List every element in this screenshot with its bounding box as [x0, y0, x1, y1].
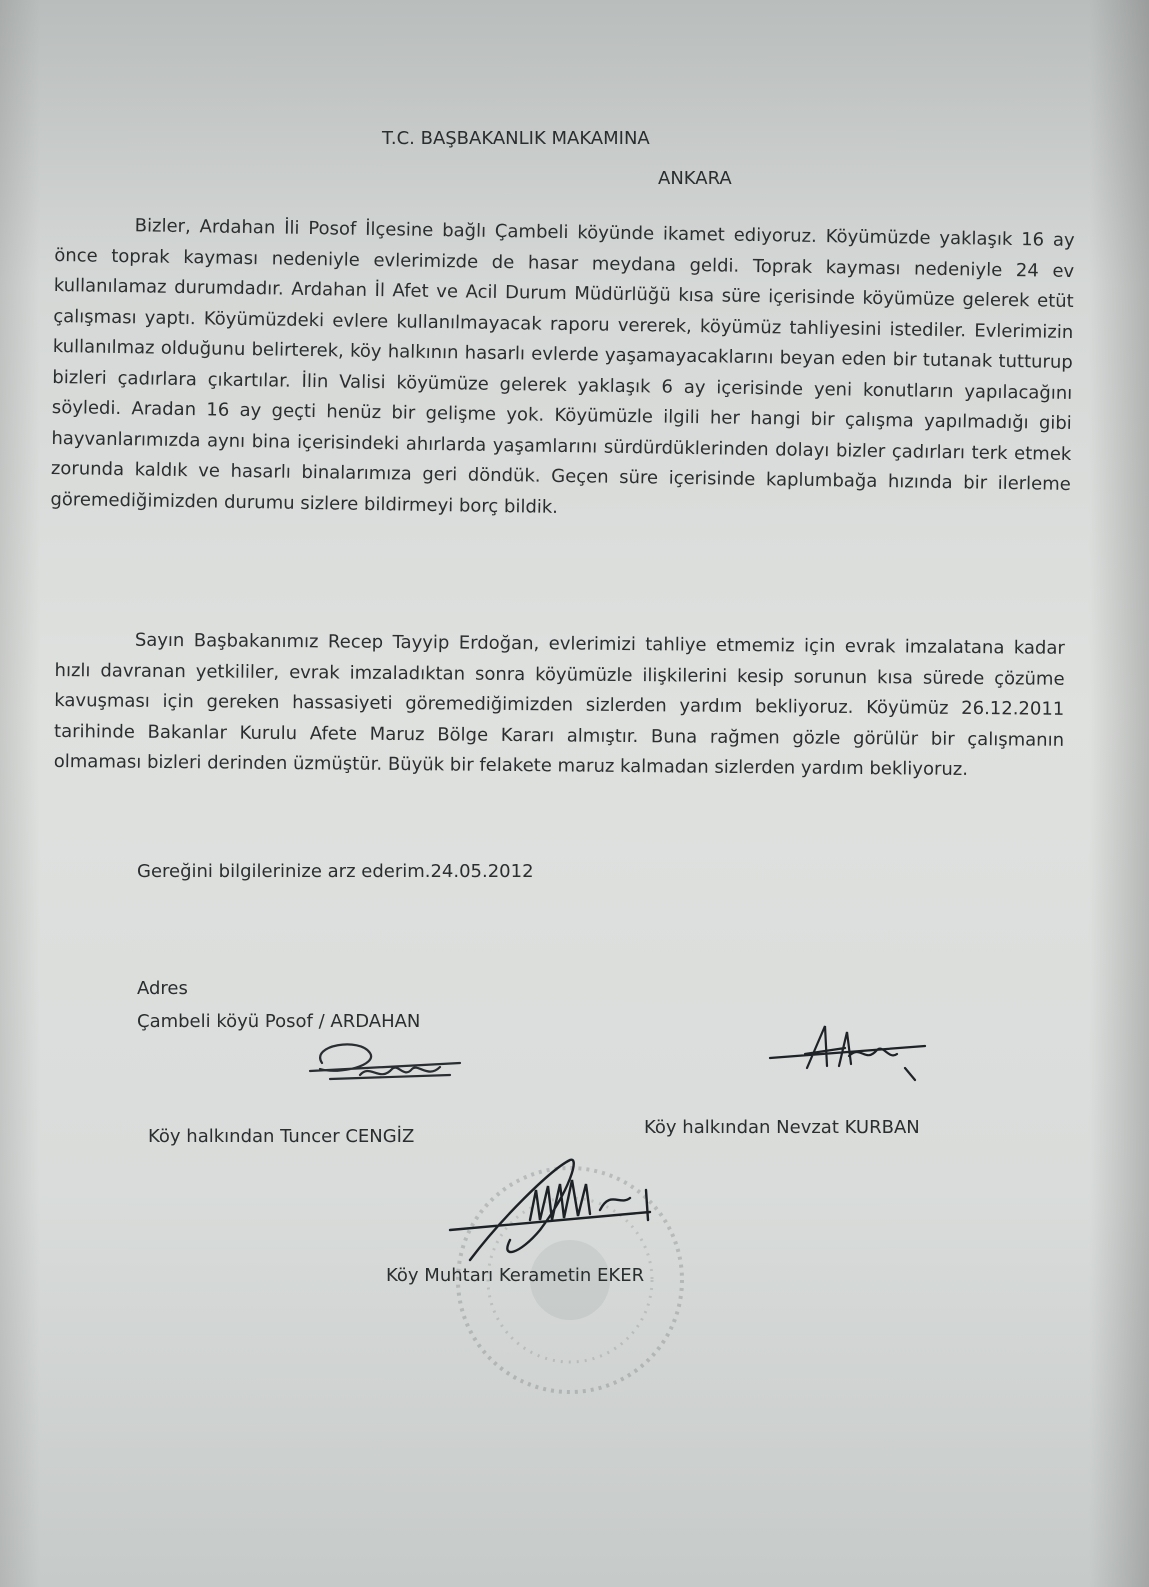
letter-title: T.C. BAŞBAKANLIK MAKAMINA: [382, 128, 650, 149]
address-label: Adres: [137, 978, 188, 999]
signature-2: [765, 1018, 940, 1088]
signature-1: [300, 1035, 470, 1095]
paragraph-1: [50, 210, 1075, 531]
paragraph-2: [54, 625, 1065, 786]
closing-line: Gereğini bilgilerinize arz ederim.24.05.2012: [137, 861, 534, 882]
signatory-1-name: Köy halkından Tuncer CENGİZ: [148, 1126, 415, 1147]
signatory-3-name: Köy Muhtarı Kerametin EKER: [386, 1265, 645, 1286]
signatory-2-name: Köy halkından Nevzat KURBAN: [644, 1117, 920, 1138]
address-value: Çambeli köyü Posof / ARDAHAN: [137, 1011, 421, 1032]
paragraph-1-text: Bizler, Ardahan İli Posof İlçesine bağlı Çambeli köyünde ikamet ediyoruz. Köyümüzde yaklaşık 16 ay önce toprak kayması nedeniyle evlerimizde de hasar meydana geldi. Toprak kayması nedeniyle 24 ev kullanılamaz durumdadır. Ardahan İl Afet ve Acil Durum Müdürlüğü kısa süre içerisinde köyümüze gelerek etüt çalışması yaptı. Köyümüzdeki evlere kullanılmayacak raporu vererek, köyümüz tahliyesini istediler. Evlerimizin kullanılmaz olduğunu belirterek, köy halkının hasarlı evlerde yaşamayacaklarını beyan eden bir tutanak tutturup bizleri çadırlara çıkartılar. İlin Valisi köyümüze gelerek yaklaşık 6 ay içerisinde yeni konutların yapılacağını söyledi. Aradan 16 ay geçti henüz bir gelişme yok. Köyümüzle ilgili her hangi bir çalışma yapılmadığı gibi hayvanlarımızda aynı bina içerisindeki ahırlarda yaşamlarını sürdürdüklerinden dolayı bizler çadırları terk etmek zorunda kaldık ve hasarlı binalarımıza geri döndük. Geçen süre içerisinde kaplumbağa hızında bir ilerleme göremediğimizden durumu sizlere bildirmeyi borç bildik.: [50, 215, 1075, 518]
letter-city: ANKARA: [658, 168, 732, 189]
page-shadow-right: [1089, 0, 1149, 1587]
paragraph-2-text: Sayın Başbakanımız Recep Tayyip Erdoğan, evlerimizi tahliye etmemiz için evrak imzalatana kadar hızlı davranan yetkililer, evrak imzaladıktan sonra köyümüzle ilişkilerini kesip sorunun kısa sürede çözüme kavuşması için gereken hassasiyeti göremediğimizden sizlerden yardım bekliyoruz. Köyümüz 26.12.2011 tarihinde Bakanlar Kurulu Afete Maruz Bölge Kararı almıştır. Buna rağmen gözle görülür bir çalışmanın olmaması bizleri derinden üzmüştür. Büyük bir felakete maruz kalmadan sizlerden yardım bekliyoruz.: [53, 629, 1065, 780]
page-shadow-left: [0, 0, 40, 1587]
signature-3: [440, 1150, 670, 1280]
